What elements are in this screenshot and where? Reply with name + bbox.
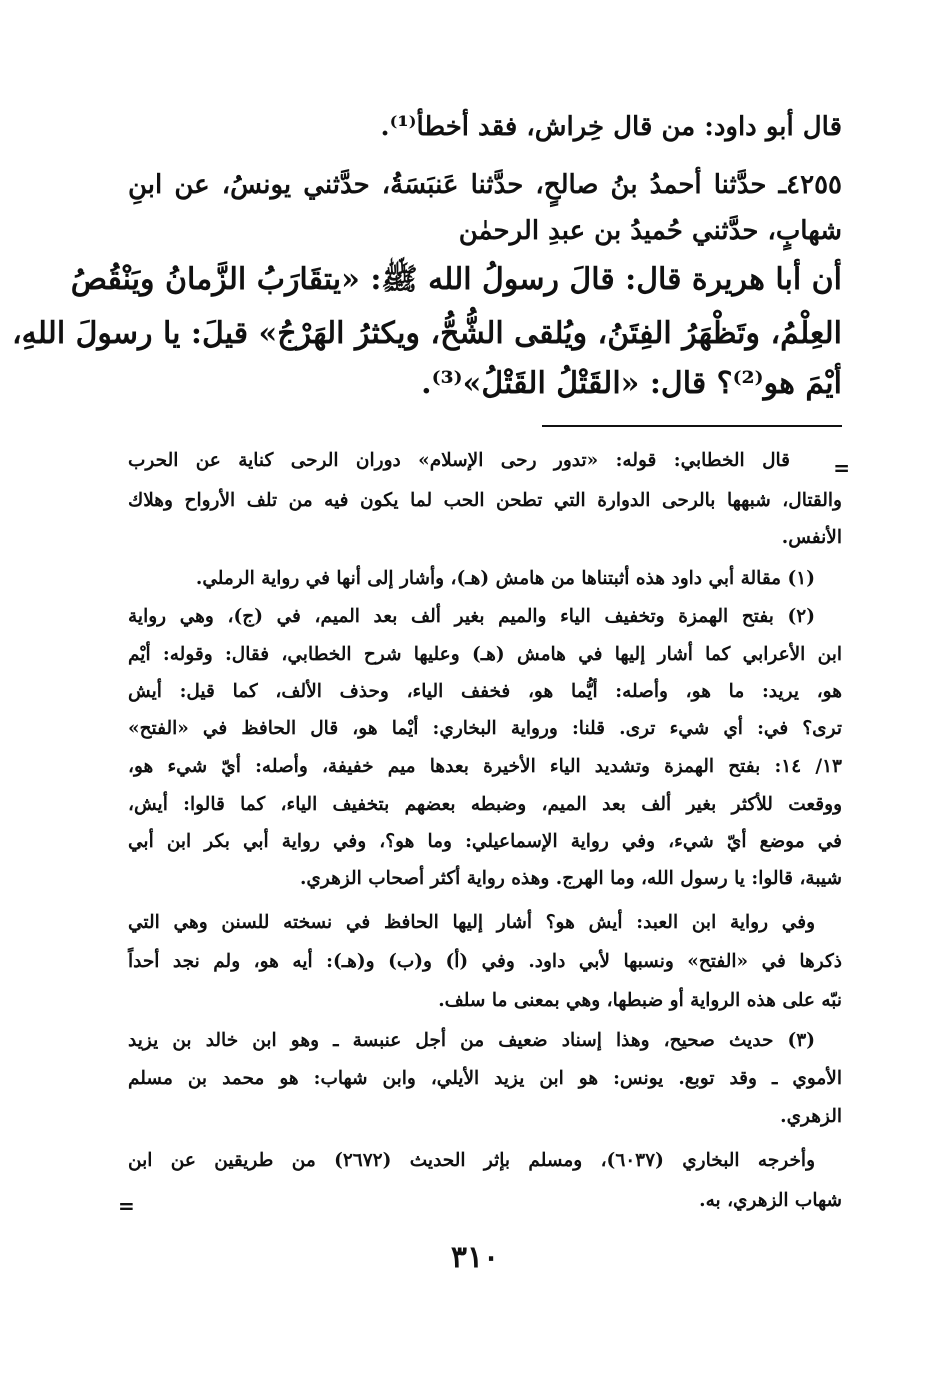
footnote-2-line: نبّه على هذه الرواية أو ضبطها، وهي بمعنى ما سلف.: [438, 990, 842, 1011]
main-text-line: ٤٢٥٥ـ حدَّثنا أحمدُ بنُ صالحٍ، حدَّثنا عَنبَسَةُ، حدَّثني يونسُ، عن ابنِ: [128, 170, 842, 200]
footnote-3-line: (٣) حديث صحيح، وهذا إسناد ضعيف من أجل عنبسة ـ وهو ابن خالد بن يزيد: [128, 1030, 815, 1051]
footnote-2-line: هو، يريد: ما هو، وأصله: أيُّما هو، فخفف الياء، وحذف الألف، كما قيل: أيش: [128, 681, 842, 702]
footnote-divider: [542, 425, 842, 427]
footnote-3-line: الأموي ـ وقد توبع. يونس: هو ابن يزيد الأيلي، وابن شهاب: هو محمد بن مسلم: [128, 1068, 842, 1089]
continuation-marker: =: [833, 456, 850, 480]
main-text-line: قال أبو داود: من قال خِراش، فقد أخطأ⁽¹⁾.: [380, 112, 842, 142]
footnote-line: الأنفس.: [781, 527, 842, 548]
main-text-line: شهابٍ، حدَّثني حُميدُ بن عبدِ الرحمٰن: [458, 216, 842, 246]
footnote-line: قال الخطابي: قوله: «تدور رحى الإسلام» دوران الرحى كناية عن الحرب: [128, 450, 790, 471]
footnote-2-line: وفي رواية ابن العبد: أيش هو؟ أشار إليها الحافظ في نسخته للسنن وهي التي: [128, 912, 815, 933]
footnote-2-line: ترى؟ في: أي شيء ترى. قلنا: ورواية البخاري: أيْما هو، قال الحافظ في «الفتح»: [128, 718, 842, 739]
footnote-2-line: ابن الأعرابي كما أشار إليها في هامش (هـ) وعليها شرح الخطابي، فقال: وقوله: أيْم: [128, 644, 842, 665]
footnote-3-line: وأخرجه البخاري (٦٠٣٧)، ومسلم بإثر الحديث (٢٦٧٢) من طريقين عن ابن: [128, 1150, 816, 1171]
footnote-1: (١) مقالة أبي داود هذه أثبتناها من هامش (هـ)، وأشار إلى أنها في رواية الرملي.: [195, 568, 815, 589]
footnote-line: والقتال، شبهها بالرحى الدوارة التي تطحن الحب لما يكون فيه من تلف الأرواح وهلاك: [128, 490, 842, 511]
footnote-3-line: الزهري.: [780, 1106, 842, 1127]
main-text-line: أيْمَ هو⁽²⁾؟ قال: «القَتْلُ القَتْلُ»⁽³⁾.: [421, 366, 842, 401]
continues-marker: =: [118, 1194, 135, 1218]
page-number: ٣١٠: [450, 1240, 500, 1275]
footnote-2-line: ١٣/ ١٤: بفتح الهمزة وتشديد الياء الأخيرة بعدها ميم خفيفة، وأصله: أيّ شيء هو،: [128, 756, 842, 777]
footnote-2-line: ذكرها في «الفتح» ونسبها لأبي داود. وفي (أ) و(ب) و(هـ): أيه هو، ولم نجد أحداً: [128, 951, 842, 972]
main-text-line: العِلْمُ، وتَظْهَرُ الفِتَنُ، ويُلقى الشُّحُّ، ويكثرُ الهَرْجُ» قيلَ: يا رسولَ اللهِ،: [11, 316, 842, 351]
footnote-3-line: شهاب الزهري، به.: [699, 1190, 842, 1211]
footnote-2-line: ووقعت للأكثر بغير ألف بعد الميم، وضبطه بعضهم بتخفيف الياء، كما قالوا: أيش،: [128, 794, 842, 815]
footnote-2-line: شيبة، قالوا: يا رسول الله، وما الهرج. وهذه رواية أكثر أصحاب الزهري.: [299, 868, 842, 889]
footnote-2-line: (٢) بفتح الهمزة وتخفيف الياء والميم بغير ألف بعد الميم، في (ج)، وهي رواية: [128, 606, 815, 627]
footnote-2-line: في موضع أيّ شيء، وفي رواية الإسماعيلي: وما هو؟، وفي رواية أبي بكر ابن أبي: [128, 831, 842, 852]
main-text-line: أن أبا هريرة قال: قالَ رسولُ الله ﷺ: «يتقَارَبُ الزَّمانُ ويَنْقُصُ: [70, 262, 842, 297]
